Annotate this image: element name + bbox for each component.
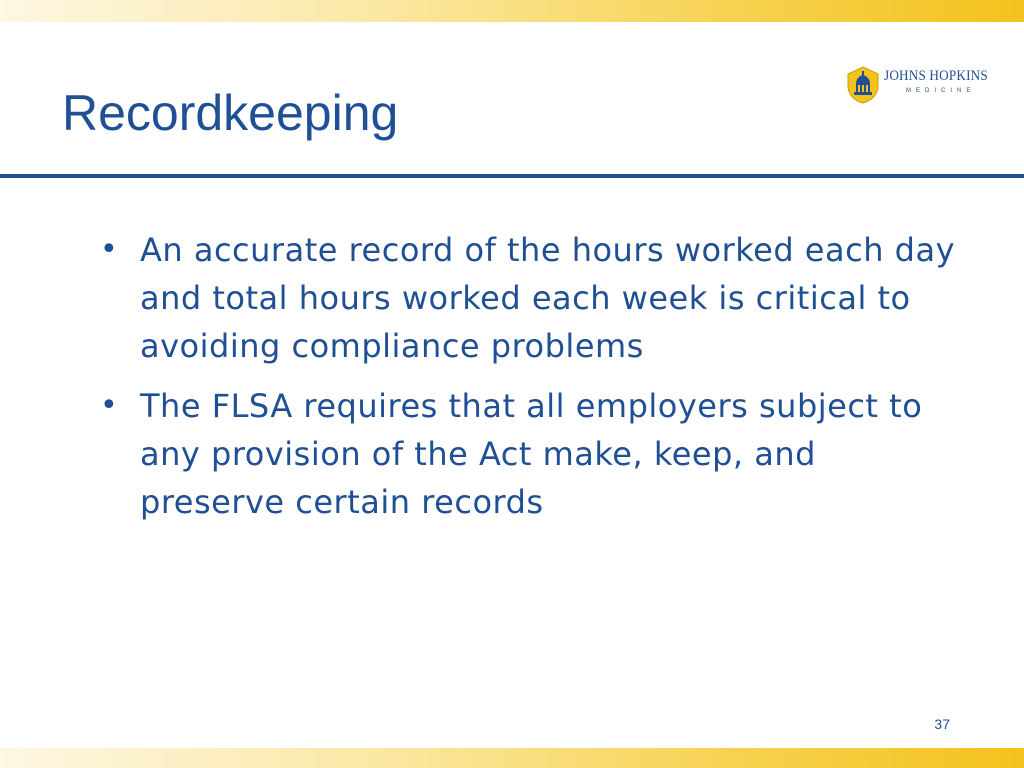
bullet-list: [100, 226, 960, 538]
page-number: 37: [934, 716, 950, 732]
logo-name: JOHNS HOPKINS: [884, 68, 988, 84]
logo: [846, 66, 1004, 104]
bullet-marker: •: [100, 232, 119, 267]
title-divider: [0, 174, 1024, 178]
logo-subtitle: MEDICINE: [906, 88, 976, 94]
slide-title: Recordkeeping: [62, 85, 399, 141]
bullet-text: The FLSA requires that all employers subject to any provision of the Act make, keep, and preserve certain records: [140, 387, 923, 521]
bullet-item: [100, 226, 960, 370]
top-gold-band: [0, 0, 1024, 22]
bullet-text: An accurate record of the hours worked each day and total hours worked each week is critical to avoiding compliance problems: [140, 231, 955, 365]
bullet-marker: •: [100, 388, 119, 423]
bullet-item: [100, 382, 960, 526]
dome-shield-icon: [846, 66, 880, 104]
bottom-gold-band: [0, 748, 1024, 768]
